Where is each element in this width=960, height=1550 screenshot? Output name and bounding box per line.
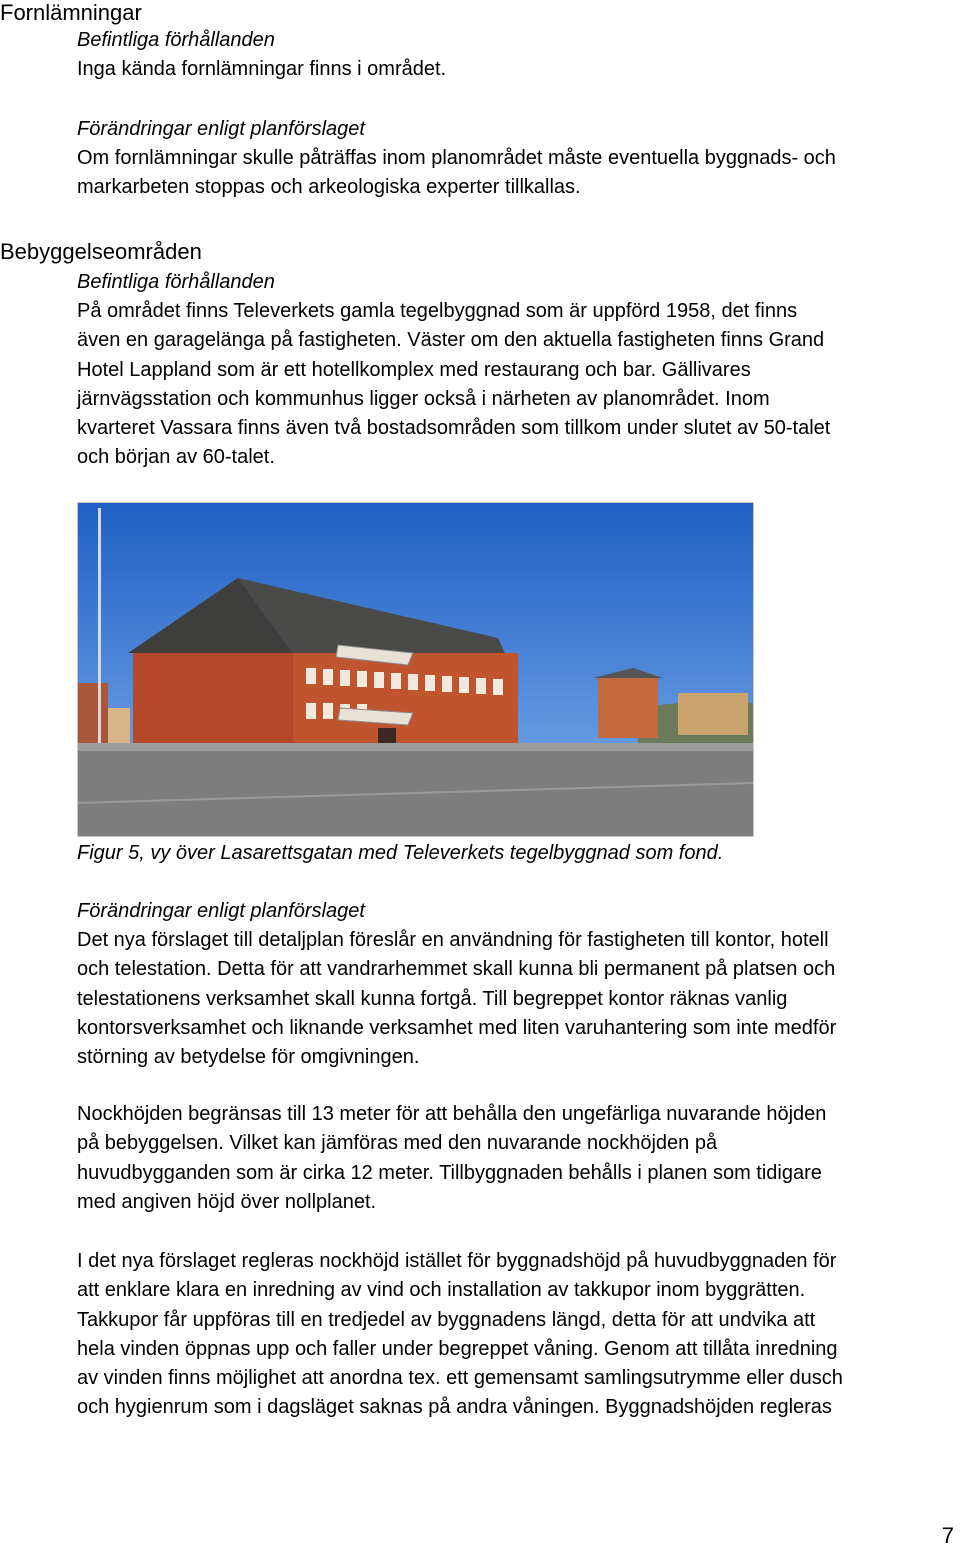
text-line: hela vinden öppnas upp och faller under begreppet våning. Genom att tillåta inredning xyxy=(77,1337,838,1360)
text-line: Takkupor får uppföras till en tredjedel av byggnadens längd, detta för att undvika att xyxy=(77,1308,816,1331)
text-line: huvudbygganden som är cirka 12 meter. Tillbyggnaden behålls i planen som tidigare xyxy=(77,1161,822,1184)
text-line: markarbeten stoppas och arkeologiska experter tillkallas. xyxy=(77,176,581,199)
text-line: störning av betydelse för omgivningen. xyxy=(77,1046,420,1069)
text-line: I det nya förslaget regleras nockhöjd istället för byggnadshöjd på huvudbyggnaden för xyxy=(77,1250,837,1272)
text-line: kontorsverksamhet och liknande verksamhet med liten varuhantering som inte medför xyxy=(77,1016,837,1039)
far-right-building xyxy=(678,693,748,735)
section-heading-bebyggelse: Bebyggelseområden xyxy=(0,239,202,264)
light-pole xyxy=(98,508,101,778)
subheading-existing-conditions: Befintliga förhållanden xyxy=(77,29,275,51)
left-building xyxy=(78,683,108,753)
text-line: telestationens verksamhet skall kunna fortgå. Till begreppet kontor räknas vanlig xyxy=(77,987,788,1010)
paragraph-fornlamningar-existing xyxy=(77,55,957,84)
text-line: Det nya förslaget till detaljplan föreslår en användning för fastigheten till kontor, hotell xyxy=(77,929,829,951)
text-line: och början av 60-talet. xyxy=(77,446,275,469)
section-heading-fornlamningar: Fornlämningar xyxy=(0,0,142,25)
text-line: Inga kända fornlämningar finns i området. xyxy=(77,58,447,80)
text-line: även en garagelänga på fastigheten. Väster om den aktuella fastigheten finns Grand xyxy=(77,329,825,352)
text-line: Nockhöjden begränsas till 13 meter för att behålla den ungefärliga nuvarande höjden xyxy=(77,1103,827,1125)
text-line: järnvägsstation och kommunhus ligger också i närheten av planområdet. Inom xyxy=(77,387,770,410)
sidewalk xyxy=(78,743,753,751)
paragraph-bebyggelse-existing xyxy=(77,297,957,473)
text-line: att enklare klara en inredning av vind och installation av takkupor inom byggrätten. xyxy=(77,1279,806,1302)
subheading-plan-changes: Förändringar enligt planförslaget xyxy=(77,118,365,140)
photo-illustration xyxy=(78,503,753,836)
text-line: och hygienrum som i dagsläget saknas på andra våningen. Byggnadshöjden regleras xyxy=(77,1396,832,1419)
wall-left-wing xyxy=(133,653,293,755)
paragraph-bebyggelse-changes-2 xyxy=(77,1100,957,1217)
page-number: 7 xyxy=(941,1523,954,1548)
subheading-existing-conditions: Befintliga förhållanden xyxy=(77,271,275,293)
subheading-plan-changes: Förändringar enligt planförslaget xyxy=(77,900,365,922)
text-line: och telestation. Detta för att vandrarhemmet skall kunna bli permanent på platsen och xyxy=(77,958,836,981)
right-building xyxy=(598,678,658,738)
text-line: på bebyggelsen. Vilket kan jämföras med den nuvarande nockhöjden på xyxy=(77,1132,718,1155)
text-line: med angiven höjd över nollplanet. xyxy=(77,1190,377,1213)
paragraph-fornlamningar-changes xyxy=(77,144,957,203)
wall-main xyxy=(293,653,518,748)
text-line: Om fornlämningar skulle påträffas inom planområdet måste eventuella byggnads- och xyxy=(77,147,836,169)
text-line: Hotel Lappland som är ett hotellkomplex med restaurang och bar. Gällivares xyxy=(77,358,751,381)
figure-caption: Figur 5, vy över Lasarettsgatan med Televerkets tegelbyggnad som fond. xyxy=(77,842,724,864)
text-line: På området finns Televerkets gamla tegelbyggnad som är uppförd 1958, det finns xyxy=(77,300,798,322)
figure-photo-lasarettsgatan xyxy=(77,502,754,837)
text-line: av vinden finns möjlighet att anordna tex. ett gemensamt samlingsutrymme eller dusch xyxy=(77,1367,843,1390)
text-line: kvarteret Vassara finns även två bostadsområden som tillkom under slutet av 50-talet xyxy=(77,417,831,440)
paragraph-bebyggelse-changes-1 xyxy=(77,926,957,1072)
paragraph-bebyggelse-changes-3 xyxy=(77,1247,957,1423)
